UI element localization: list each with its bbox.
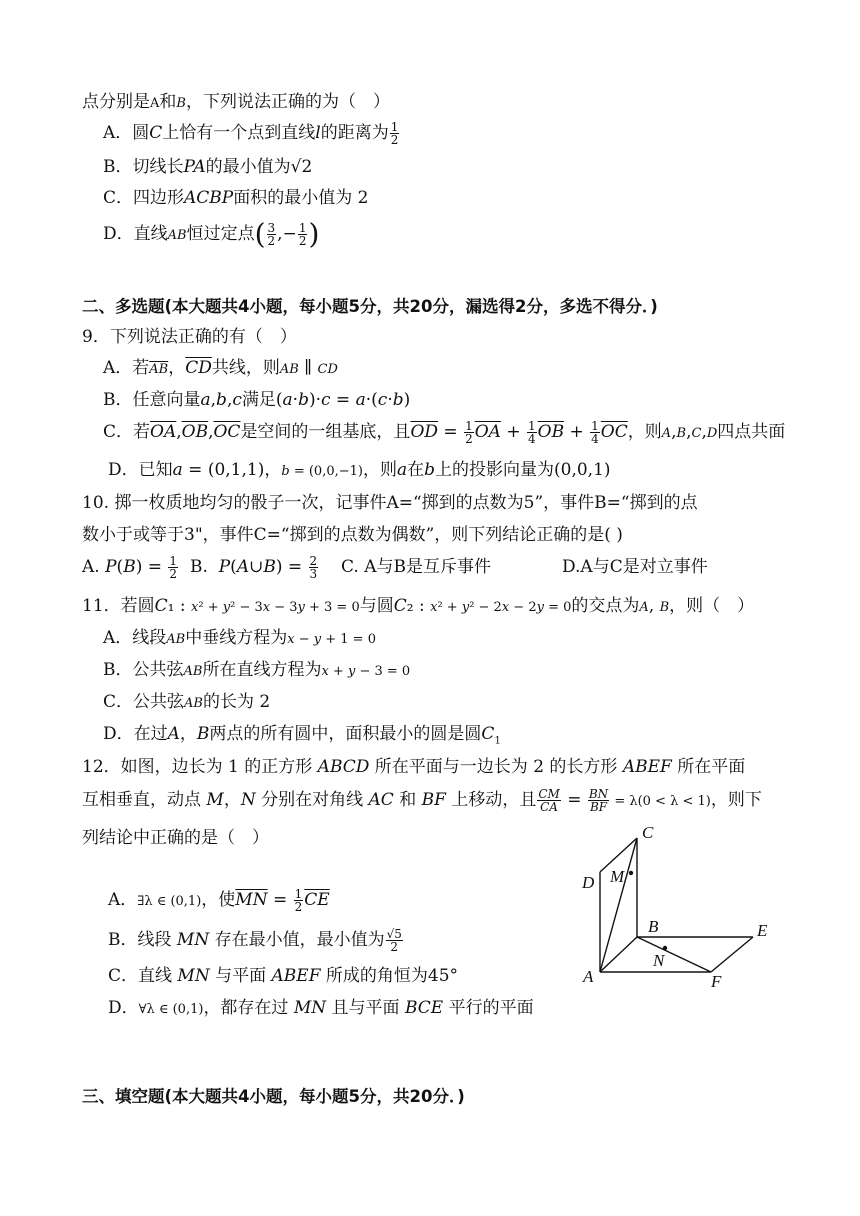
q9-stem: 9．下列说法正确的有（ ） — [82, 327, 297, 347]
label-M: M — [610, 867, 625, 886]
q10-line2: 数小于或等于3"，事件C=“掷到的点数为偶数”，则下列结论正确的是( ) — [82, 525, 623, 545]
q12-line3: 列结论中正确的是（ ） — [82, 828, 269, 848]
q8-option-d: D．直线AB恒过定点( $\frac{3}{2}$ ,− $\frac{1}{2}$ ) — [103, 217, 320, 251]
q12-line2: 互相垂直，动点 M，N 分别在对角线 AC 和 BF 上移动，且 $\frac{CM}{CA}$ = $\frac{BN}{BF}$ = λ(0 < λ < 1)，则下 — [82, 787, 762, 814]
point-N — [663, 946, 667, 950]
q10-option-a: A. P(B) = $\frac{1}{2}$ — [82, 554, 178, 581]
q9-option-a: A．若$\overline{AB}$，$\overline{CD}$共线，则AB ∥ CD — [103, 358, 338, 378]
q11-option-b: B．公共弦AB所在直线方程为x + y − 3 = 0 — [103, 660, 411, 680]
q12-option-c: C．直线 MN 与平面 ABEF 所成的角恒为45° — [108, 966, 459, 986]
q11-option-a: A．线段AB中垂线方程为x − y + 1 = 0 — [103, 628, 376, 648]
q10-line1: 10. 掷一枚质地均匀的骰子一次，记事件A=“掷到的点数为5”，事件B=“掷到的点 — [82, 493, 698, 513]
q12-option-b: B．线段 MN 存在最小值，最小值为 $\frac{√5}{2}$ — [108, 927, 402, 954]
q12-option-d: D．∀λ ∈ (0,1)，都存在过 MN 且与平面 BCE 平行的平面 — [108, 998, 534, 1018]
label-A: A — [583, 967, 594, 986]
q11-option-d: D．在过A，B两点的所有圆中，面积最小的圆是圆$C_1$ — [103, 724, 501, 747]
section-3-heading: 三、填空题(本大题共4小题，每小题5分，共20分．) — [82, 1087, 465, 1106]
edge-BF — [637, 937, 711, 972]
edge-AC — [600, 838, 637, 972]
q11-option-c: C．公共弦AB的长为 2 — [103, 692, 271, 712]
q10-option-c: C. A与B是互斥事件 — [341, 557, 491, 577]
q11-stem: 11．若圆C₁ : x² + y² − 3x − 3y + 3 = 0与圆C₂ : x² + y² − 2x − 2y = 0的交点为A, B，则（ ） — [82, 596, 755, 616]
label-D: D — [582, 873, 595, 892]
q12-line1: 12．如图，边长为 1 的正方形 ABCD 所在平面与一边长为 2 的长方形 ABEF 所在平面 — [82, 757, 746, 777]
label-E: E — [757, 921, 768, 940]
section-2-heading: 二、多选题(本大题共4小题，每小题5分，共20分，漏选得2分，多选不得分．) — [82, 297, 658, 316]
q8-option-a: A．圆C上恰有一个点到直线l的距离为 $\frac{1}{2}$ — [103, 120, 399, 147]
q9-option-c: C．若$\overline{OA},\overline{OB},\overline{OC}$是空间的一组基底，且$\overline{OD}$ = $\frac{1}{2}$ $\overline{OA}$ + $\frac{1}{4}$ $\overline{OB}$ + $\frac{1}{4}$ $\overline{OC}$，则A,B,C,D四点共面 — [103, 419, 786, 446]
q10-option-d: D.A与C是对立事件 — [562, 557, 708, 577]
q9-option-d: D．已知a = (0,1,1)，b = (0,0,−1)，则a在b上的投影向量为(0,0,1) — [108, 460, 611, 480]
label-F: F — [711, 972, 722, 991]
q10-option-b: B. P(A∪B) = $\frac{2}{3}$ — [190, 554, 318, 581]
label-C: C — [642, 823, 654, 842]
q8-option-b: B．切线长PA的最小值为√2 — [103, 157, 313, 177]
q9-option-b: B．任意向量a,b,c满足(a·b)·c = a·(c·b) — [103, 390, 411, 410]
label-B: B — [648, 917, 659, 936]
q8-option-c: C．四边形ACBP面积的最小值为 2 — [103, 188, 369, 208]
point-M — [629, 871, 633, 875]
label-N: N — [653, 951, 665, 970]
q12-option-a: A．∃λ ∈ (0,1)，使$\overline{MN}$ = $\frac{1}{2}$ $\overline{CE}$ — [108, 887, 330, 914]
q8-stem: 点分别是A和B，下列说法正确的为（ ） — [82, 92, 390, 112]
q12-figure — [570, 820, 790, 1000]
edge-EF — [711, 937, 753, 972]
